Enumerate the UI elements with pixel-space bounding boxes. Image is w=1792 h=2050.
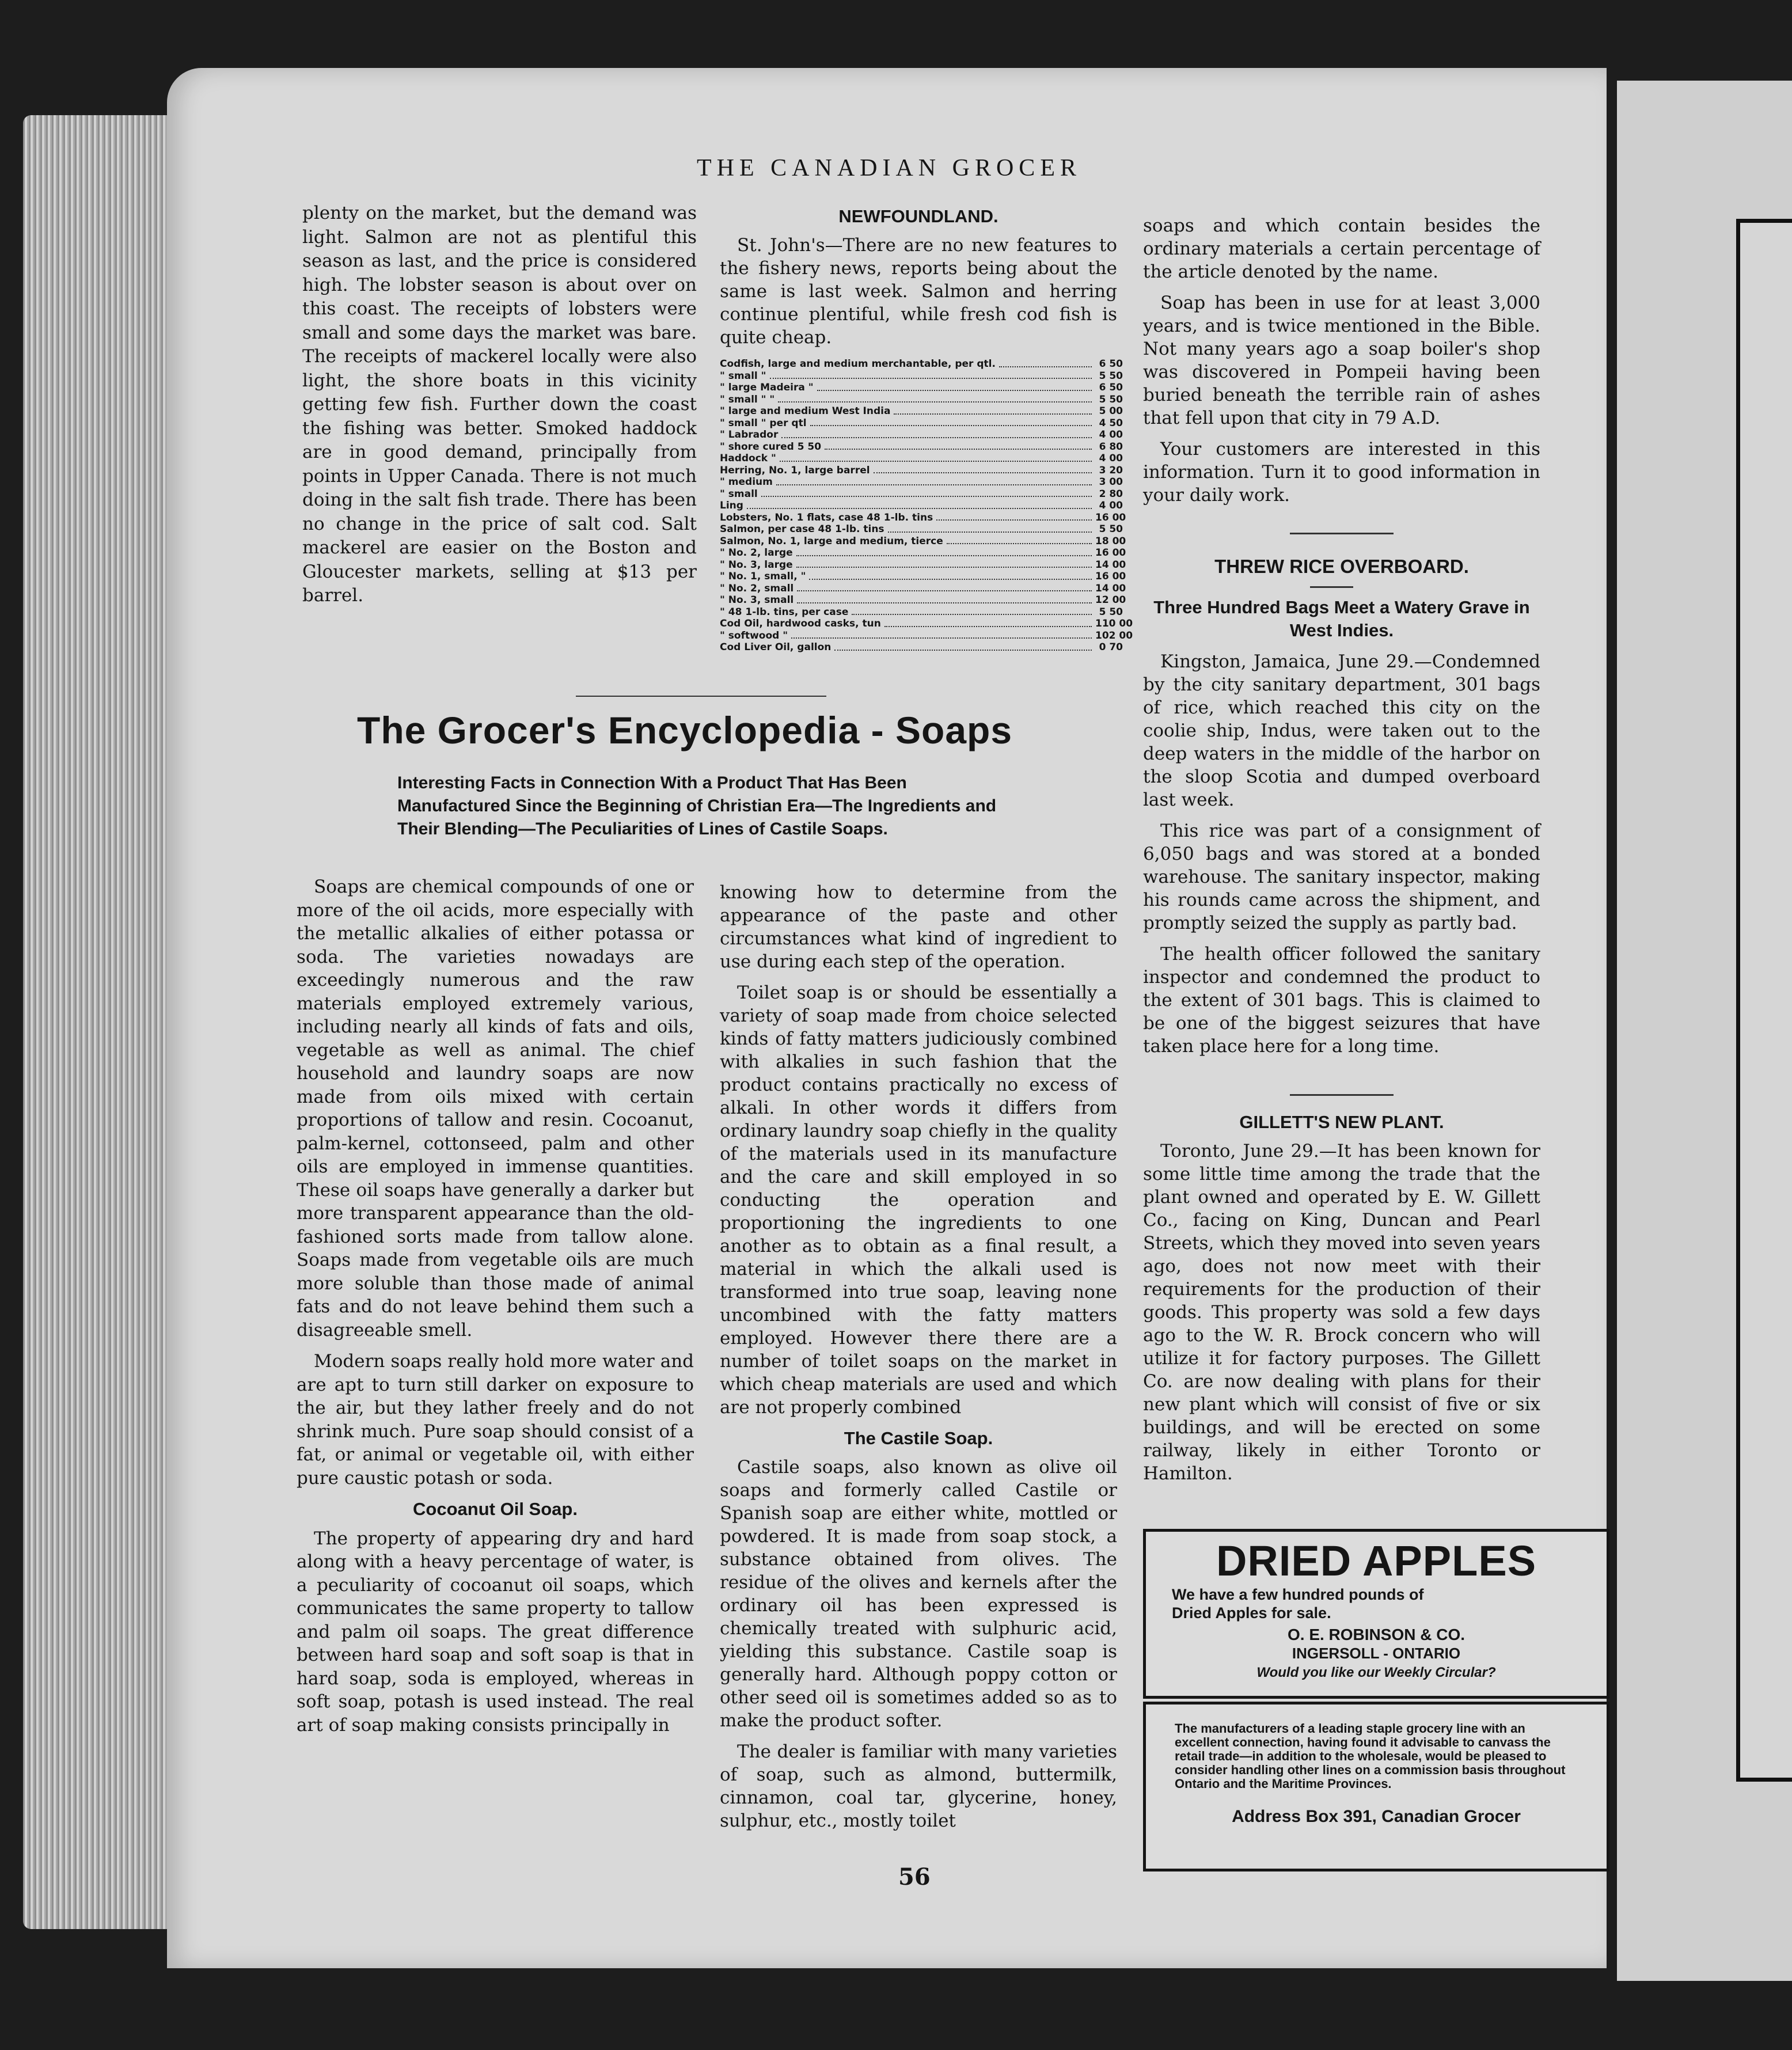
price-row bbox=[720, 417, 1123, 430]
price-value: 6 50 bbox=[1099, 358, 1123, 370]
price-row bbox=[720, 618, 1133, 630]
price-label: " No. 3, small bbox=[720, 594, 794, 606]
price-row bbox=[720, 511, 1126, 524]
gillett-paragraph: Toronto, June 29.—It has been known for some little time among the trade that the plant owned and operated by E. W. Gillett Co., facing on King, Duncan and Pearl Streets, which they moved into seven years ago, does not now meet with their requirements for the production of their goods. This property was sold a few days ago to the W. R. Brock concern who will utilize it for factory purposes. The Gillett Co. are now dealing with plans for their new plant which will consist of five or six buildings, and will be erected on some railway, likely in either Toronto or Hamilton. bbox=[1143, 1141, 1540, 1484]
leader-dots bbox=[852, 606, 1092, 616]
leader-dots bbox=[761, 488, 1092, 498]
dried-apples-ad bbox=[1143, 1529, 1609, 1699]
price-row bbox=[720, 488, 1123, 500]
price-row bbox=[720, 500, 1123, 512]
ad-address: Address Box 391, Canadian Grocer bbox=[1232, 1807, 1521, 1826]
price-row bbox=[720, 358, 1123, 370]
price-row bbox=[720, 629, 1133, 642]
leader-dots bbox=[936, 512, 1092, 521]
price-value: 5 00 bbox=[1099, 405, 1123, 417]
price-row bbox=[720, 476, 1123, 488]
section-divider bbox=[1290, 1094, 1394, 1096]
newfoundland-section bbox=[720, 203, 1117, 357]
column1-top bbox=[302, 202, 697, 616]
soap-continued-paragraph: soaps and which contain besides the ordinary materials a certain percentage of the article denoted by the name. bbox=[1143, 215, 1540, 282]
leader-dots bbox=[781, 429, 1092, 438]
leader-dots bbox=[888, 523, 1092, 533]
leader-dots bbox=[796, 547, 1092, 556]
price-row bbox=[720, 453, 1123, 465]
price-row bbox=[720, 582, 1126, 595]
article-paragraph: Modern soaps really hold more water and are apt to turn still darker on exposure to the air, but they lather freely and do not shrink much. Pure soap should consist of a fat, or animal or vegetable oil, with either pure caustic potash or soda. bbox=[297, 1351, 694, 1489]
article-column-a bbox=[297, 875, 694, 1745]
ad-text: The manufacturers of a leading staple grocery line with an excellent connection, having found it advisable to canvass the retail trade—in addition to the wholesale, would be pleased to consider handling other lines on a commission basis throughout Ontario and the Maritime Provinces. bbox=[1175, 1721, 1566, 1791]
rice-paragraph-1: Kingston, Jamaica, June 29.—Condemned by the city sanitary department, 301 bags of rice, which reached this city on the coolie ship, Indus, were taken out to the deep waters in the middle of the harbor on the sloop Scotia and dumped overboard last week. bbox=[1143, 651, 1540, 810]
rice-subheading: Three Hundred Bags Meet a Watery Grave in West Indies. bbox=[1153, 597, 1530, 640]
price-value: 4 50 bbox=[1099, 417, 1123, 429]
rice-paragraph-2: This rice was part of a consignment of 6,050 bags and was stored at a bonded warehouse. The sanitary inspector, making his rounds came across the shipment, and promptly seized the supply as partly bad. bbox=[1143, 821, 1540, 933]
price-label: " No. 1, small, " bbox=[720, 571, 806, 582]
ad-line: We have a few hundred pounds of bbox=[1172, 1586, 1424, 1603]
leader-dots bbox=[894, 405, 1092, 415]
leader-dots bbox=[884, 618, 1092, 627]
price-row bbox=[720, 594, 1126, 606]
price-value: 2 80 bbox=[1099, 488, 1123, 500]
price-label: " Labrador bbox=[720, 429, 779, 441]
gillett-heading: GILLETT'S NEW PLANT. bbox=[1239, 1112, 1444, 1132]
price-value: 5 50 bbox=[1099, 370, 1123, 382]
price-value: 3 00 bbox=[1099, 476, 1123, 488]
price-value: 4 00 bbox=[1099, 429, 1123, 441]
price-row bbox=[720, 465, 1123, 477]
article-paragraph: The dealer is familiar with many varieties of soap, such as almond, buttermilk, cinnamon, coal tar, glycerine, honey, sulphur, etc., mostly toilet bbox=[720, 1741, 1117, 1831]
price-value: 110 00 bbox=[1095, 618, 1133, 629]
price-row bbox=[720, 405, 1123, 417]
ad-place: INGERSOLL - ONTARIO bbox=[1292, 1645, 1461, 1662]
price-label: " softwood " bbox=[720, 629, 788, 641]
ad-line: Dried Apples for sale. bbox=[1172, 1604, 1331, 1622]
leader-dots bbox=[770, 370, 1092, 379]
price-row bbox=[720, 523, 1123, 536]
price-value: 14 00 bbox=[1095, 582, 1126, 594]
price-label: Haddock " bbox=[720, 453, 776, 464]
price-row bbox=[720, 547, 1126, 559]
leader-dots bbox=[810, 417, 1092, 427]
running-head: THE CANADIAN GROCER bbox=[697, 155, 1081, 181]
price-row bbox=[720, 429, 1123, 441]
price-row bbox=[720, 535, 1126, 548]
leader-dots bbox=[817, 382, 1092, 391]
rice-heading: THREW RICE OVERBOARD. bbox=[1214, 556, 1469, 577]
article-paragraph: knowing how to determine from the appearance of the paste and other circumstances what kind of ingredient to use during each step of the operation. bbox=[720, 882, 1117, 972]
page-number: 56 bbox=[898, 1863, 931, 1890]
price-label: " shore cured 5 50 bbox=[720, 441, 822, 453]
price-value: 18 00 bbox=[1095, 535, 1126, 547]
price-row bbox=[720, 559, 1126, 571]
price-label: " 48 1-lb. tins, per case bbox=[720, 606, 849, 618]
price-value: 5 50 bbox=[1099, 606, 1123, 618]
price-row bbox=[720, 441, 1123, 453]
price-value: 14 00 bbox=[1095, 559, 1126, 571]
ad-tagline: Would you like our Weekly Circular? bbox=[1256, 1665, 1496, 1680]
price-label: " medium bbox=[720, 476, 773, 488]
leader-dots bbox=[791, 630, 1092, 639]
price-row bbox=[720, 382, 1123, 394]
price-value: 16 00 bbox=[1095, 571, 1126, 582]
price-label: " small " bbox=[720, 370, 766, 382]
price-value: 4 00 bbox=[1099, 453, 1123, 464]
cocoanut-heading: Cocoanut Oil Soap. bbox=[413, 1499, 578, 1519]
ad-firm: O. E. ROBINSON & CO. bbox=[1287, 1626, 1466, 1643]
price-row bbox=[720, 606, 1123, 618]
leader-dots bbox=[947, 536, 1092, 545]
ad-title: DRIED APPLES bbox=[1216, 1537, 1537, 1585]
price-row bbox=[720, 641, 1123, 654]
price-label: Salmon, per case 48 1-lb. tins bbox=[720, 523, 884, 535]
article-paragraph: Toilet soap is or should be essentially a variety of soap made from choice selected kinds of fatty matters judiciously combined with alkalies in such fashion that the product contains practically no excess of alkali. In other words it differs from ordinary laundry soap chiefly in the quality of the materials used in its manufacture and the care and skill employed in so conducting the operation and proportioning the ingredients to one another as to obtain as a final result, a material in which the alkali used is transformed into true soap, leaving none uncombined with the fatty matters employed. However there there are a number of toilet soaps on the market in which cheap materials are used and which are not properly combined bbox=[720, 982, 1117, 1418]
price-label: Ling bbox=[720, 500, 743, 511]
leader-dots bbox=[780, 453, 1092, 462]
leader-dots bbox=[825, 441, 1092, 450]
leader-dots bbox=[747, 500, 1092, 509]
price-label: " large and medium West India bbox=[720, 405, 891, 417]
leader-dots bbox=[797, 594, 1092, 603]
soap-history-paragraph: Soap has been in use for at least 3,000 years, and is twice mentioned in the Bible. Not many years ago a soap boiler's shop was discovered in Pompeii having been buried beneath the terrible rain of ashes that fell upon that city in 79 A.D. bbox=[1143, 293, 1540, 428]
leader-dots bbox=[874, 465, 1092, 474]
price-label: " No. 3, large bbox=[720, 559, 793, 571]
price-value: 6 80 bbox=[1099, 441, 1123, 453]
price-label: " No. 2, large bbox=[720, 547, 793, 559]
leader-dots bbox=[796, 559, 1092, 568]
column3-top bbox=[1143, 214, 1540, 515]
price-label: " small bbox=[720, 488, 758, 500]
price-value: 102 00 bbox=[1095, 629, 1133, 641]
newfoundland-paragraph: St. John's—There are no new features to the fishery news, reports being about the same is last week. Salmon and herring continue plentiful, while fresh cod fish is quite cheap. bbox=[720, 235, 1117, 348]
price-label: Lobsters, No. 1 flats, case 48 1-lb. tins bbox=[720, 511, 933, 523]
price-label: Cod Oil, hardwood casks, tun bbox=[720, 618, 881, 629]
price-value: 16 00 bbox=[1095, 511, 1126, 523]
facing-page-frame bbox=[1736, 219, 1792, 1782]
short-rule bbox=[1310, 586, 1353, 588]
price-value: 4 00 bbox=[1099, 500, 1123, 511]
article-paragraph: The property of appearing dry and hard along with a heavy percentage of water, is a peculiarity of cocoanut oil soaps, which communicates the same property to tallow and palm oil soaps. The great difference between hard soap and soft soap is that in hard soap, soda is employed, whereas in soft soap, potash is used instead. The real art of soap making consists principally in bbox=[297, 1528, 694, 1736]
price-label: " small " per qtl bbox=[720, 417, 807, 429]
rice-article bbox=[1143, 553, 1540, 1066]
price-row bbox=[720, 370, 1123, 382]
price-row bbox=[720, 571, 1126, 583]
section-divider bbox=[1290, 533, 1394, 534]
article-title: The Grocer's Encyclopedia - Soaps bbox=[357, 709, 1013, 751]
gillett-article bbox=[1143, 1108, 1540, 1493]
price-label: Cod Liver Oil, gallon bbox=[720, 641, 832, 653]
price-label: " large Madeira " bbox=[720, 382, 814, 393]
article-paragraph: Soaps are chemical compounds of one or more of the oil acids, more especially with the metallic alkalies of either potassa or soda. The varieties nowadays are exceedingly numerous and the raw materials employed extremely various, including nearly all kinds of fats and oils, vegetable as well as animal. The chief household and laundry soaps are now made from oils mixed with certain proportions of tallow and resin. Cocoanut, palm-kernel, cottonseed, palm and other oils are employed in immense quantities. These oil soaps have generally a darker but more transparent appearance than the old-fashioned sorts made from tallow alone. Soaps made from vegetable oils are much more soluble than those made of animal fats and do not leave behind them such a disagreeable smell. bbox=[297, 876, 694, 1341]
price-label: Codfish, large and medium merchantable, per qtl. bbox=[720, 358, 996, 370]
price-label: " small " " bbox=[720, 393, 775, 405]
customers-paragraph: Your customers are interested in this information. Turn it to good information in your daily work. bbox=[1143, 439, 1540, 506]
price-value: 0 70 bbox=[1099, 641, 1123, 653]
price-value: 6 50 bbox=[1099, 382, 1123, 393]
article-subtitle: Interesting Facts in Connection With a Product That Has Been Manufactured Since the Beginning of Christian Era—The Ingredients and Their Blending—The Peculiarities of Lines of Castile Soaps. bbox=[397, 773, 997, 838]
leader-dots bbox=[834, 641, 1092, 651]
article-paragraph: Castile soaps, also known as olive oil soaps and formerly called Castile or Spanish soap are either white, mottled or powdered. It is made from soap stock, a substance obtained from olives. The residue of the olives and kernels after the ordinary oil has been expressed is chemically treated with sulphuric acid, yielding this substance. Castile soap is generally hard. Although poppy cotton or other seed oil is sometimes added so as to make the product softer. bbox=[720, 1457, 1117, 1731]
leader-dots bbox=[999, 358, 1092, 367]
newfoundland-heading: NEWFOUNDLAND. bbox=[838, 206, 998, 226]
price-value: 5 50 bbox=[1099, 393, 1123, 405]
price-value: 12 00 bbox=[1095, 594, 1126, 606]
leader-dots bbox=[809, 571, 1092, 580]
leader-dots bbox=[776, 476, 1092, 485]
price-value: 5 50 bbox=[1099, 523, 1123, 535]
box-391-ad bbox=[1143, 1702, 1609, 1871]
castile-heading: The Castile Soap. bbox=[844, 1428, 993, 1448]
price-row bbox=[720, 394, 1123, 406]
fish-price-table bbox=[720, 358, 1133, 654]
price-value: 16 00 bbox=[1095, 547, 1126, 559]
fish-report-paragraph: plenty on the market, but the demand was light. Salmon are not as plentiful this season as last, and the price is considered high. The lobster season is about over on this coast. The receipts of lobsters were small and some days the market was bare. The receipts of mackerel locally were also light, the shore boats in this vicinity getting few fish. Further down the coast the fishing was better. Smoked haddock are in good demand, principally from points in Upper Canada. There is not much doing in the salt fish trade. There has been no change in the price of salt cod. Salt mackerel are easier on the Boston and Gloucester markets, selling at $13 per barrel. bbox=[302, 203, 697, 606]
leader-dots bbox=[778, 394, 1092, 403]
article-top-rule bbox=[576, 696, 826, 697]
article-column-b bbox=[720, 881, 1117, 1840]
price-label: Salmon, No. 1, large and medium, tierce bbox=[720, 535, 943, 547]
price-value: 3 20 bbox=[1099, 464, 1123, 476]
leader-dots bbox=[797, 583, 1092, 592]
price-label: Herring, No. 1, large barrel bbox=[720, 464, 870, 476]
price-label: " No. 2, small bbox=[720, 582, 794, 594]
rice-paragraph-3: The health officer followed the sanitary inspector and condemned the product to the extent of 301 bags. This is claimed to be one of the biggest seizures that have taken place here for a long time. bbox=[1143, 944, 1540, 1057]
